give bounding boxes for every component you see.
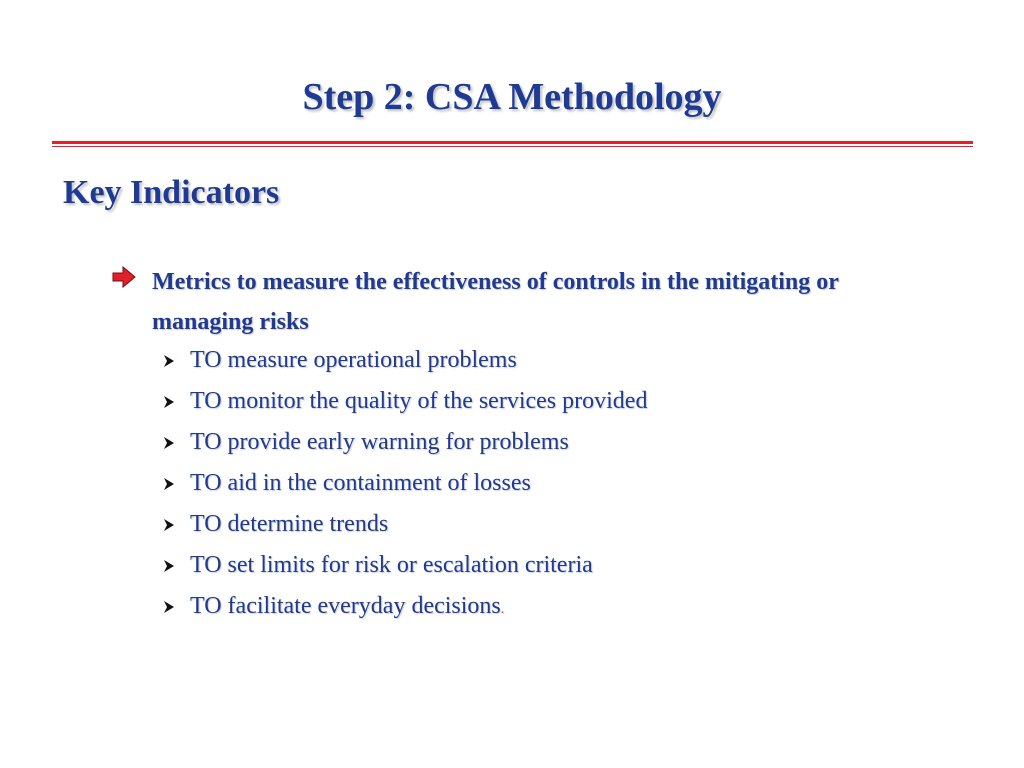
list-item (162, 381, 942, 422)
list-item (162, 504, 942, 545)
main-bullet-text: Metrics to measure the effectiveness of controls in the mitigating or managing risks (152, 269, 839, 335)
list-item-text (190, 586, 504, 630)
sub-bullet-list (162, 340, 942, 627)
chevron-right-icon (162, 436, 176, 450)
list-item-main-text: TO facilitate everyday decisions (190, 593, 501, 619)
chevron-right-icon (162, 477, 176, 491)
chevron-right-icon (162, 518, 176, 532)
list-item (162, 545, 942, 586)
list-item (162, 463, 942, 504)
red-arrow-bullet-icon (112, 266, 136, 288)
list-item (162, 340, 942, 381)
list-item (162, 422, 942, 463)
section-heading: Key Indicators (63, 174, 280, 211)
chevron-right-icon (162, 354, 176, 368)
trailing-period: . (500, 602, 505, 617)
chevron-right-icon (162, 395, 176, 409)
list-item-text: TO monitor the quality of the services provided (190, 388, 648, 414)
list-item-text: TO determine trends (190, 511, 389, 537)
slide-title: Step 2: CSA Methodology (302, 76, 722, 118)
list-item-text: TO provide early warning for problems (190, 429, 569, 455)
title-divider-thick (52, 141, 973, 144)
list-item-text: TO aid in the containment of losses (190, 470, 531, 496)
list-item (162, 586, 942, 627)
title-divider-thin (52, 146, 973, 147)
list-item-text: TO measure operational problems (190, 347, 517, 373)
chevron-right-icon (162, 559, 176, 573)
chevron-right-icon (162, 600, 176, 614)
list-item-text: TO set limits for risk or escalation criteria (190, 552, 593, 578)
